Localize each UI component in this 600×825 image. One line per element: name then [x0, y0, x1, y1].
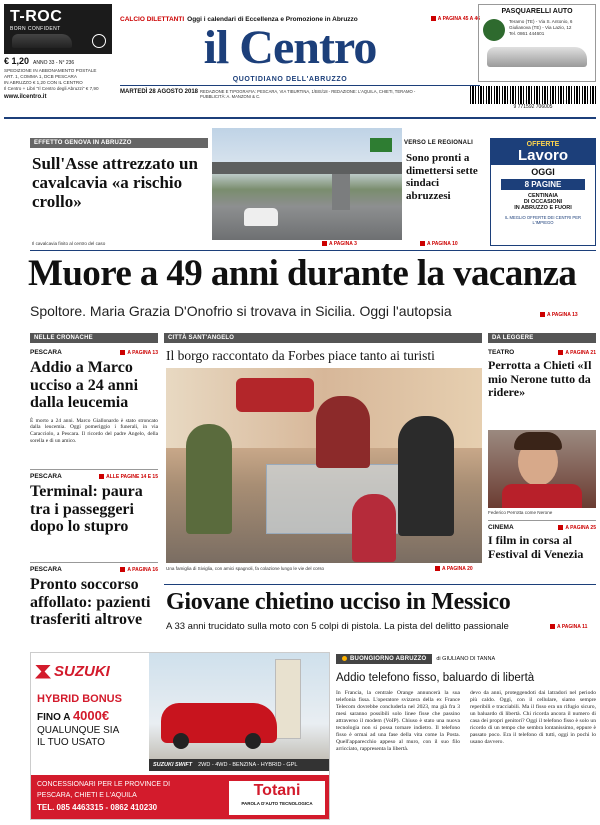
- right-item2-category: CINEMA: [488, 524, 514, 531]
- story3[interactable]: [30, 566, 158, 629]
- vw-logo-icon: [92, 34, 106, 48]
- ad-pasquarelli-line: Teramo (TE) - Via S. Antonio, 6: [509, 19, 573, 24]
- road-sign: [370, 138, 392, 152]
- ad-model: SUZUKI SWIFT: [153, 762, 193, 768]
- square-icon: [558, 350, 563, 355]
- red-car: [236, 378, 314, 412]
- square-icon: [120, 350, 125, 355]
- square-icon: [558, 525, 563, 530]
- price-note: ART. 1, COMMA 1, DCB PESCARA: [4, 74, 77, 79]
- price-note: Il Centro + Libri "Il Centro degli Abruzzi" € 7,90: [4, 86, 99, 91]
- sun-icon: [342, 656, 347, 661]
- ad-troc[interactable]: [4, 4, 112, 54]
- main-headline[interactable]: Muore a 49 anni durante la vacanza: [28, 253, 577, 294]
- wheel-icon: [245, 733, 261, 749]
- center-headline[interactable]: Il borgo raccontato da Forbes piace tanto ai turisti: [166, 348, 435, 363]
- right-item1-page: A PAGINA 21: [565, 349, 596, 356]
- main-subhead: Spoltore. Maria Grazia D'Onofrio si trovava in Sicilia. Oggi l'autopsia: [30, 303, 452, 319]
- column-title[interactable]: Addio telefono fisso, baluardo di libertà: [336, 672, 535, 684]
- column-tag-bar: [336, 654, 596, 664]
- teaser1-photo[interactable]: [212, 128, 402, 240]
- column-text-right: devo da anni, proteggendoti dai latradori nel periodo più caldo. Oggi, con il cellulare, siamo sempre reperibili e tracciabili. Ma il fisso era un rifugio sicuro, un baluardo di libertà. Chi ricorda ancora il numero di casa dei propri genitori? Oggi il telefono fisso è solo un ricordo di un tempo che sembra lontanissimo, eppure è passato poco. Era il telefono di tutti, oggi in pochi lo usano davvero.: [470, 690, 596, 745]
- costume-shape: [502, 484, 582, 508]
- right-item2-headline: I film in corsa al Festival di Venezia: [488, 533, 584, 561]
- ad-line2: FINO A 4000€: [37, 708, 110, 723]
- ad-specs: 2WD - 4WD - BENZINA - HYBRID - GPL: [198, 762, 298, 768]
- center-photo[interactable]: [166, 368, 482, 563]
- suzuki-logo-icon: [35, 665, 51, 679]
- ad-pasquarelli[interactable]: [478, 4, 596, 82]
- teaser1-page: A PAGINA 3: [322, 241, 357, 247]
- square-icon: [431, 16, 436, 21]
- ad-dealer1: CONCESSIONARI PER LE PROVINCE DI: [37, 781, 171, 788]
- story3-location: PESCARA: [30, 566, 62, 573]
- ad-pasquarelli-car: [487, 47, 587, 67]
- offerte-footer: IL MEGLIO OFFERTE DEI CENTRI PER L'IMPIEGO: [504, 215, 582, 225]
- teaser1-caption: Il cavalcavia finito al centro del caso: [32, 241, 106, 246]
- offerte-brand-bottom: Lavoro: [517, 147, 568, 164]
- story2-location: PESCARA: [30, 473, 62, 480]
- price: € 1,20: [4, 56, 30, 66]
- ad-pasquarelli-line: Tel. 0861 444601: [509, 31, 545, 36]
- barcode-number: 9 771592 706005: [513, 104, 553, 110]
- masthead-date: MARTEDÌ 28 AGOSTO 2018: [120, 89, 199, 95]
- ad-troc-car: [12, 34, 72, 48]
- teaser2-tag: VERSO LE REGIONALI: [404, 138, 480, 148]
- second-headline[interactable]: Giovane chietino ucciso in Messico: [166, 589, 511, 615]
- price-note: IN ABRUZZO € 1,20 CON IL CENTRO: [4, 80, 83, 85]
- ad-line1: HYBRID BONUS: [37, 693, 122, 705]
- square-icon: [540, 312, 545, 317]
- price-box: [4, 56, 112, 114]
- ad-line4: IL TUO USATO: [37, 737, 105, 748]
- website-link[interactable]: www.ilcentro.it: [4, 94, 47, 100]
- tower-shape: [275, 659, 301, 739]
- masthead-logo[interactable]: il Centro: [203, 21, 377, 74]
- person-2: [316, 396, 370, 468]
- offerte-line2: DI OCCASIONI: [523, 199, 563, 205]
- top-bar-label: CALCIO DILETTANTI: [120, 15, 185, 23]
- offerte-oggi: OGGI: [531, 167, 555, 177]
- overpass-pillar: [332, 174, 350, 210]
- column-text-left: In Francia, la centrale Orange annuncerà la sua telefonia fissa. L'operatore svizzera della ex France Telecom dovrebbe concluderla nel 2023, ma già fra 3 mesi saranno possibili solo linee fisse che passino attraverso il modem (VoIP). Chiuso è stato una nuova tecnologia non si possa tornare indietro. Il telefono fisso è ormai ad una fase della vita come la Posta. Quell'apparecchio appeso al muro, con il suo filo arricciato, rappresenta la libertà.: [336, 690, 460, 752]
- masthead-subtitle: QUOTIDIANO DELL'ABRUZZO: [232, 76, 348, 83]
- square-icon: [420, 241, 425, 246]
- right-item2[interactable]: [488, 524, 596, 561]
- ad-pasquarelli-title: PASQUARELLI AUTO: [501, 8, 573, 15]
- teaser2-page: A PAGINA 10: [420, 241, 458, 247]
- offerte-line3: IN ABRUZZO E FUORI: [514, 205, 572, 211]
- right-item2-page: A PAGINA 25: [565, 524, 596, 531]
- square-icon: [99, 474, 104, 479]
- ad-dealer3: TEL. 085 4463315 - 0862 410230: [37, 803, 158, 812]
- suzuki-brand: SUZUKI: [35, 663, 110, 680]
- square-icon: [550, 624, 555, 629]
- price-note: SPEDIZIONE IN ABBONAMENTO POSTALE: [4, 68, 97, 73]
- ad-troc-sub: BORN CONFIDENT: [10, 26, 61, 32]
- top-bar-text: Oggi i calendari di Eccellenza e Promozione in Abruzzo: [187, 15, 358, 23]
- story3-page: A PAGINA 16: [127, 566, 158, 573]
- story3-headline: Pronto soccorso affollato: pazienti trasferiti altrove: [30, 576, 151, 628]
- totani-logo: Totani PAROLA D'AUTO TECNOLOGICA: [229, 781, 325, 815]
- ad-dealer: [31, 775, 330, 820]
- right-item1-category: TEATRO: [488, 349, 515, 356]
- offerte-brand-top: OFFERTE: [526, 141, 560, 148]
- center-tag: CITTÀ SANT'ANGELO: [164, 333, 482, 343]
- top-bar-page: A PAGINA 45 A 46: [437, 16, 480, 22]
- person-1: [186, 424, 232, 534]
- ad-photo: [149, 653, 330, 771]
- car-shape: [244, 208, 278, 226]
- suzuki-ad[interactable]: [30, 652, 330, 820]
- ad-model-bar: [149, 759, 330, 771]
- story1-page: A PAGINA 13: [127, 349, 158, 356]
- right-section-tag: DA LEGGERE: [488, 333, 596, 343]
- second-subhead: A 33 anni trucidato sulla moto con 5 colpi di pistola. La pista del delitto passionale: [166, 621, 509, 632]
- right-item1[interactable]: [488, 349, 596, 400]
- story2-headline: Terminal: paura tra i passeggeri dopo lo stupro: [30, 483, 143, 535]
- ad-dealer2: PESCARA, CHIETI E L'AQUILA: [37, 792, 137, 799]
- offerte-pagine: 8 PAGINE: [501, 179, 585, 190]
- ad-troc-brand: T-ROC: [10, 8, 63, 25]
- right-item1-caption: Federico Perrotta come Nerone: [488, 510, 553, 515]
- story1-headline: Addio a Marco ucciso a 24 anni dalla leucemia: [30, 359, 139, 411]
- story1-body: È morto a 24 anni. Marco Giallonardo è stato stroncato dalla leucemia. Oggi pomeriggio i funerali, in via Caracciolo, a Pescara. Il ricordo del padre Angelo, della sorella e di un amico.: [30, 417, 158, 444]
- ad-pasquarelli-line: Giulianova (TE) - Via Lazio, 12: [509, 25, 572, 30]
- square-icon: [120, 567, 125, 572]
- second-page: A PAGINA 11: [550, 624, 587, 630]
- teaser2-headline[interactable]: Sono pronti a dimettersi sette sindaci abruzzesi: [406, 152, 478, 202]
- story1-location: PESCARA: [30, 349, 62, 356]
- story1[interactable]: [30, 349, 158, 445]
- right-item1-headline: Perrotta a Chieti «Il mio Nerone tutto da ridere»: [488, 358, 592, 399]
- person-3: [398, 416, 454, 536]
- column-tag: BUONGIORNO ABRUZZO: [336, 654, 432, 664]
- skoda-logo-icon: [483, 19, 505, 41]
- ad-line3: QUALUNQUE SIA: [37, 725, 120, 736]
- story2[interactable]: [30, 473, 158, 536]
- overpass-shape: [212, 162, 402, 174]
- center-caption: Una famiglia di Siviglia, con amici spagnoli, fa colazione lungo le vie del corso: [166, 566, 325, 571]
- hair-shape: [514, 432, 562, 450]
- offerte-lavoro-box[interactable]: [490, 138, 596, 246]
- teaser1-tag: EFFETTO GENOVA IN ABRUZZO: [30, 138, 208, 148]
- square-icon: [322, 241, 327, 246]
- offerte-line1: CENTINAIA: [528, 193, 558, 199]
- square-icon: [435, 566, 440, 571]
- left-section-tag: NELLE CRONACHE: [30, 333, 158, 343]
- perrotta-photo[interactable]: [488, 430, 596, 508]
- wheel-icon: [173, 733, 189, 749]
- story2-page: ALLE PAGINE 14 E 15: [106, 473, 158, 480]
- issue-info: ANNO 33 - N° 236: [33, 60, 75, 66]
- teaser1-headline[interactable]: Sull'Asse attrezzato un cavalcavia «a rischio crollo»: [32, 154, 198, 211]
- barcode: [470, 86, 596, 112]
- column-author: di GIULIANO DI TANNA: [436, 656, 496, 662]
- editorial-info: REDAZIONE E TIPOGRAFIA: PESCARA, VIA TIBURTINA, 1/BIS/18 - REDAZIONE: L'AQUILA, CHIETI, TERAMO - PUBBLICITÀ: A. MANZONI & C.: [200, 89, 416, 99]
- child: [352, 494, 396, 562]
- center-page: A PAGINA 20: [435, 566, 473, 572]
- main-page: A PAGINA 13: [540, 312, 578, 318]
